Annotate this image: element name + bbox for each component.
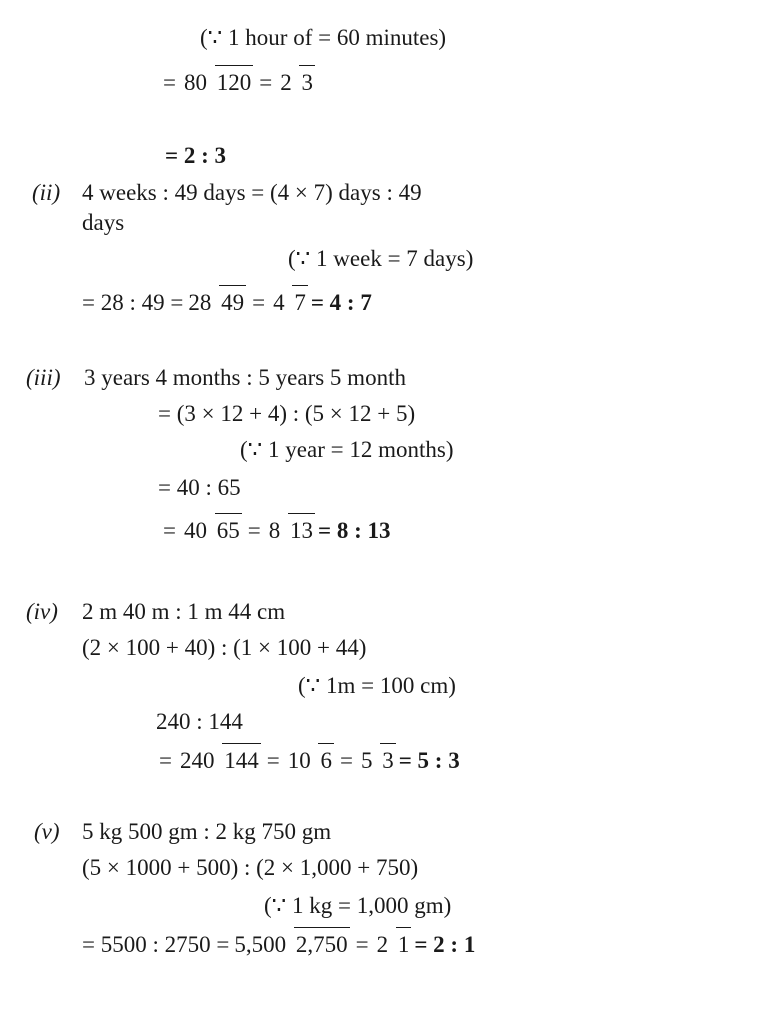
note-hour-minutes: (∵ 1 hour of = 60 minutes)	[200, 25, 447, 50]
equals-sign: =	[163, 518, 176, 543]
equals-sign: =	[159, 748, 172, 773]
label-v: (v)	[34, 819, 60, 844]
denominator: 3	[380, 743, 396, 773]
ratio-expression: = 5500 : 2750 =	[82, 932, 230, 957]
label-ii: (ii)	[32, 180, 61, 205]
numerator: 5	[360, 748, 373, 773]
numerator: 40	[183, 518, 207, 543]
question-iv: 2 m 40 m : 1 m 44 cm	[82, 599, 286, 624]
fraction	[182, 518, 242, 544]
fraction	[359, 748, 396, 774]
denominator: 2,750	[294, 927, 350, 957]
fraction	[186, 290, 246, 316]
note-metre-cm: (∵ 1m = 100 cm)	[298, 673, 456, 698]
equals-sign: =	[339, 748, 353, 773]
question-iii: 3 years 4 months : 5 years 5 month	[84, 365, 406, 390]
equals-sign: =	[247, 518, 261, 543]
denominator: 144	[222, 743, 261, 773]
label-iv: (iv)	[26, 599, 58, 624]
answer-iv: = 5 : 3	[398, 748, 460, 773]
numerator: 80	[183, 70, 207, 95]
denominator: 3	[299, 65, 315, 95]
equals-sign: =	[266, 748, 280, 773]
fraction	[178, 748, 261, 774]
denominator: 1	[396, 927, 412, 957]
label-iii: (iii)	[26, 365, 61, 390]
equals-sign: =	[163, 70, 176, 95]
denominator: 7	[292, 285, 308, 315]
denominator: 6	[318, 743, 334, 773]
answer-ii: = 4 : 7	[310, 290, 372, 315]
denominator: 65	[215, 513, 242, 543]
denominator: 13	[288, 513, 315, 543]
equals-sign: =	[259, 70, 273, 95]
answer-iii: = 8 : 13	[317, 518, 391, 543]
numerator: 8	[268, 518, 281, 543]
answer-i: = 2 : 3	[165, 143, 227, 168]
ratio-expression: = 28 : 49 =	[82, 290, 184, 315]
denominator: 49	[219, 285, 246, 315]
note-kg-gm: (∵ 1 kg = 1,000 gm)	[264, 893, 452, 918]
fraction	[182, 70, 253, 96]
fraction	[267, 518, 315, 544]
numerator: 4	[273, 290, 285, 315]
fraction	[375, 932, 412, 958]
numerator: 10	[287, 748, 311, 773]
step-v-1: (5 × 1000 + 500) : (2 × 1,000 + 750)	[82, 855, 419, 880]
note-week-days: (∵ 1 week = 7 days)	[288, 246, 474, 271]
step-iii-1: = (3 × 12 + 4) : (5 × 12 + 5)	[158, 401, 416, 426]
equation-iii	[160, 518, 390, 544]
equation-i-fraction	[160, 70, 318, 96]
question-ii-line2: days	[82, 210, 125, 235]
fraction	[278, 70, 315, 96]
step-iv-2: 240 : 144	[156, 709, 243, 734]
equals-sign: =	[252, 290, 266, 315]
step-iii-2: = 40 : 65	[158, 475, 241, 500]
numerator: 28	[188, 290, 212, 315]
step-iv-1: (2 × 100 + 40) : (1 × 100 + 44)	[82, 635, 367, 660]
numerator: 5,500	[234, 932, 287, 957]
fraction	[271, 290, 308, 316]
equals-sign: =	[355, 932, 369, 957]
question-ii-line1: 4 weeks : 49 days = (4 × 7) days : 49	[82, 180, 422, 205]
denominator: 120	[215, 65, 254, 95]
numerator: 240	[179, 748, 215, 773]
numerator: 2	[376, 932, 389, 957]
numerator: 2	[280, 70, 292, 95]
equation-v	[82, 932, 475, 958]
fraction	[232, 932, 349, 958]
fraction	[286, 748, 334, 774]
note-year-months: (∵ 1 year = 12 months)	[240, 437, 454, 462]
answer-v: = 2 : 1	[414, 932, 476, 957]
equation-iv	[156, 748, 460, 774]
question-v: 5 kg 500 gm : 2 kg 750 gm	[82, 819, 332, 844]
equation-ii	[82, 290, 372, 316]
